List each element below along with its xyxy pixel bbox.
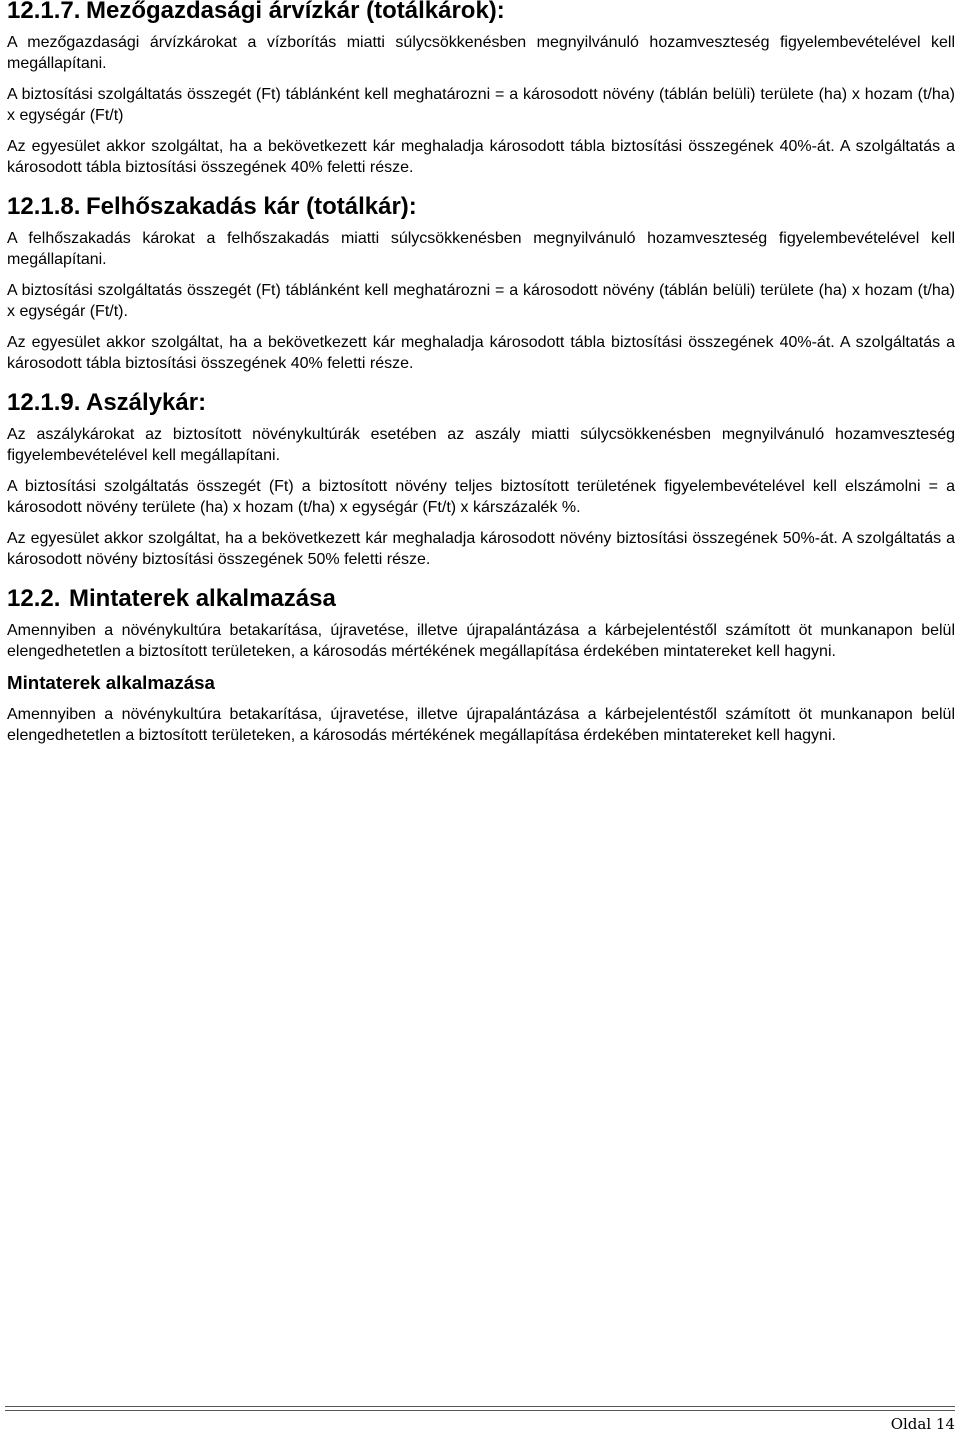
paragraph: Amennyiben a növénykultúra betakarítása, újravetése, illetve újrapalántázása a kárbejelentéstől számított öt munkanapon belül elengedhetetlen a biztosított területeken, a károsodás mértékének megállapítása érdekében mintatereket kell hagyni. — [7, 706, 955, 744]
document-body — [7, 0, 955, 746]
section-number: 12.1.7. — [7, 0, 81, 24]
page-number: Oldal 14 — [890, 1415, 955, 1433]
section-heading-12-1-8 — [7, 193, 955, 220]
subheading-title: Mintaterek alkalmazása — [7, 672, 215, 693]
section-title: Aszálykár: — [86, 389, 207, 416]
section-number: 12.1.8. — [7, 193, 81, 220]
paragraph: Amennyiben a növénykultúra betakarítása, újravetése, illetve újrapalántázása a kárbejelentéstől számított öt munkanapon belül elengedhetetlen a biztosított területeken, a károsodás mértékének megállapítása érdekében mintatereket kell hagyni. — [7, 622, 955, 660]
paragraph: Az egyesület akkor szolgáltat, ha a bekövetkezett kár meghaladja károsodott növény biztosítási összegének 50%-át. A szolgáltatás a károsodott növény biztosítási összegének 50% feletti része. — [7, 530, 955, 568]
section-title: Felhőszakadás kár (totálkár): — [86, 193, 417, 220]
section-heading-12-1-7 — [7, 0, 955, 22]
section-title: Mezőgazdasági árvízkár (totálkárok): — [86, 0, 505, 24]
section-number: 12.1.9. — [7, 389, 81, 416]
paragraph: Az egyesület akkor szolgáltat, ha a bekövetkezett kár meghaladja károsodott tábla biztosítási összegének 40%-át. A szolgáltatás a károsodott tábla biztosítási összegének 40% feletti része. — [7, 138, 955, 176]
paragraph: A mezőgazdasági árvízkárokat a vízborítás miatti súlycsökkenésben megnyilvánuló hozamveszteség figyelembevételével kell megállapítani. — [7, 34, 955, 72]
section-heading-12-1-9 — [7, 389, 955, 416]
section-title: Mintaterek alkalmazása — [69, 585, 336, 612]
paragraph: A biztosítási szolgáltatás összegét (Ft) táblánként kell meghatározni = a károsodott növény (táblán belüli) területe (ha) x hozam (t/ha) x egységár (Ft/t). — [7, 282, 955, 320]
paragraph: Az aszálykárokat az biztosított növénykultúrák esetében az aszály miatti súlycsökkenésben megnyilvánuló hozamveszteség figyelembevételével kell megállapítani. — [7, 426, 955, 464]
subheading-mintaterek — [7, 672, 955, 694]
paragraph: A biztosítási szolgáltatás összegét (Ft) táblánként kell meghatározni = a károsodott növény (táblán belüli) területe (ha) x hozam (t/ha) x egységár (Ft/t) — [7, 86, 955, 124]
footer-divider — [5, 1406, 955, 1411]
section-number: 12.2. — [7, 585, 61, 612]
section-heading-12-2 — [7, 585, 955, 612]
paragraph: A felhőszakadás károkat a felhőszakadás miatti súlycsökkenésben megnyilvánuló hozamveszteség figyelembevételével kell megállapítani. — [7, 230, 955, 268]
paragraph: A biztosítási szolgáltatás összegét (Ft) a biztosított növény teljes biztosított területének figyelembevételével kell elszámolni = a károsodott növény területe (ha) x hozam (t/ha) x egységár (Ft/t) x kárszázalék %. — [7, 478, 955, 516]
paragraph: Az egyesület akkor szolgáltat, ha a bekövetkezett kár meghaladja károsodott tábla biztosítási összegének 40%-át. A szolgáltatás a károsodott tábla biztosítási összegének 40% feletti része. — [7, 334, 955, 372]
